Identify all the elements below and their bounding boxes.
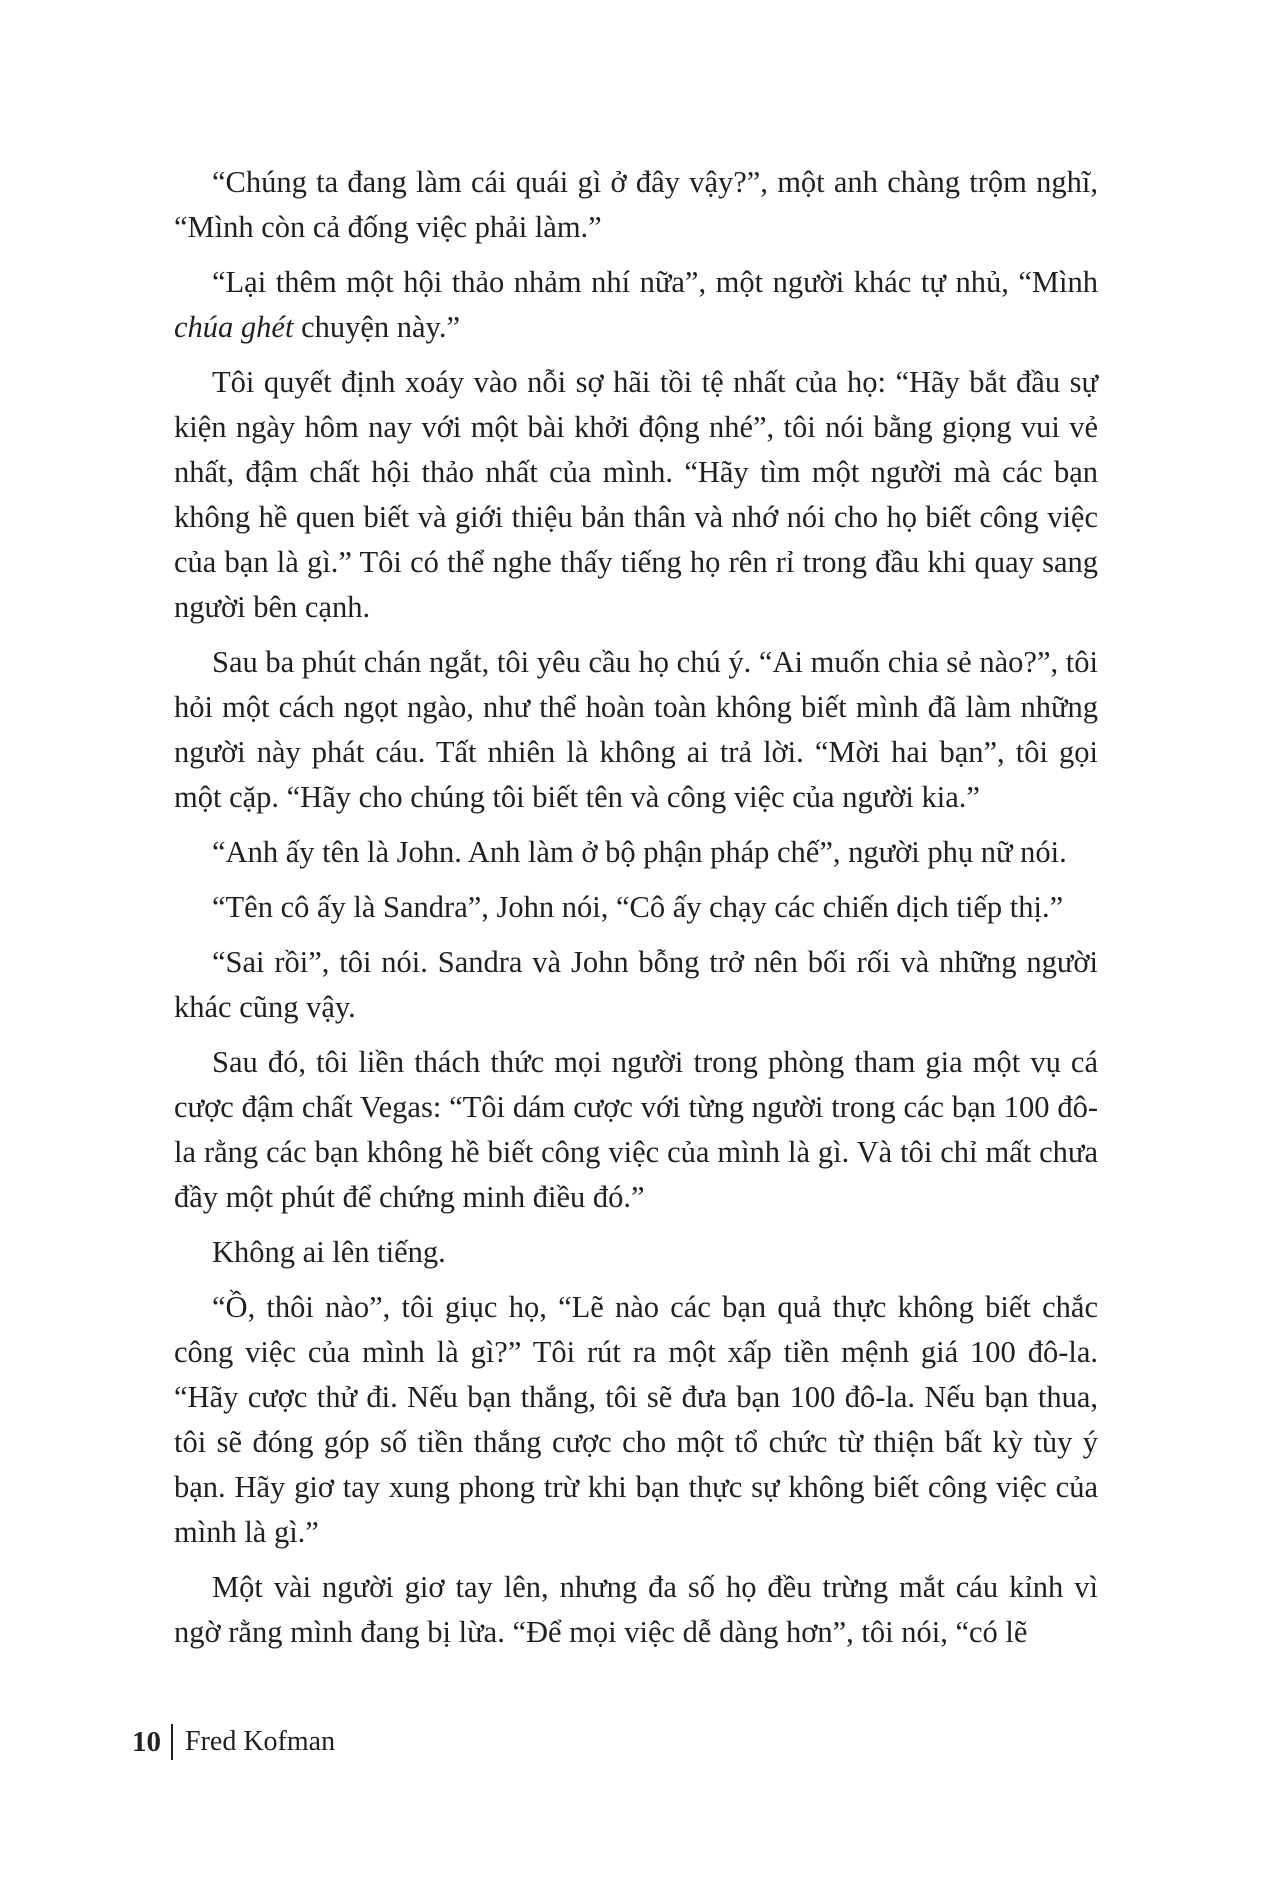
- paragraph: “Ồ, thôi nào”, tôi giục họ, “Lẽ nào các bạn quả thực không biết chắc công việc của mình là gì?” Tôi rút ra một xấp tiền mệnh giá 100 đô-la. “Hãy cược thử đi. Nếu bạn thắng, tôi sẽ đưa bạn 100 đô-la. Nếu bạn thua, tôi sẽ đóng góp số tiền thắng cược cho một tổ chức từ thiện bất kỳ tùy ý bạn. Hãy giơ tay xung phong trừ khi bạn thực sự không biết công việc của mình là gì.”: [174, 1290, 1098, 1549]
- paragraph: “Chúng ta đang làm cái quái gì ở đây vậy?”, một anh chàng trộm nghĩ, “Mình còn cả đống việc phải làm.”: [174, 165, 1098, 244]
- paragraph: Tôi quyết định xoáy vào nỗi sợ hãi tồi tệ nhất của họ: “Hãy bắt đầu sự kiện ngày hôm nay với một bài khởi động nhé”, tôi nói bằng giọng vui vẻ nhất, đậm chất hội thảo nhất của mình. “Hãy tìm một người mà các bạn không hề quen biết và giới thiệu bản thân và nhớ nói cho họ biết công việc của bạn là gì.” Tôi có thể nghe thấy tiếng họ rên rỉ trong đầu khi quay sang người bên cạnh.: [174, 365, 1098, 624]
- paragraph: “Sai rồi”, tôi nói. Sandra và John bỗng trở nên bối rối và những người khác cũng vậy.: [174, 945, 1098, 1024]
- page-footer: [132, 1720, 335, 1764]
- paragraph: Sau đó, tôi liền thách thức mọi người trong phòng tham gia một vụ cá cược đậm chất Vegas: “Tôi dám cược với từng người trong các bạn 100 đô-la rằng các bạn không hề biết công việc của mình là gì. Và tôi chỉ mất chưa đầy một phút để chứng minh điều đó.”: [174, 1045, 1098, 1214]
- paragraph: “Anh ấy tên là John. Anh làm ở bộ phận pháp chế”, người phụ nữ nói.: [212, 835, 1067, 869]
- body-text: [174, 160, 1098, 1665]
- italic-phrase: chúa ghét: [174, 310, 294, 344]
- paragraph: Một vài người giơ tay lên, nhưng đa số họ đều trừng mắt cáu kỉnh vì ngờ rằng mình đang bị lừa. “Để mọi việc dễ dàng hơn”, tôi nói, “có lẽ: [174, 1570, 1098, 1649]
- paragraph-text: chuyện này.”: [293, 310, 460, 344]
- paragraph: [174, 260, 1098, 350]
- paragraph: Sau ba phút chán ngắt, tôi yêu cầu họ chú ý. “Ai muốn chia sẻ nào?”, tôi hỏi một cách ngọt ngào, như thể hoàn toàn không biết mình đã làm những người này phát cáu. Tất nhiên là không ai trả lời. “Mời hai bạn”, tôi gọi một cặp. “Hãy cho chúng tôi biết tên và công việc của người kia.”: [174, 645, 1098, 814]
- footer-divider: [171, 1724, 173, 1760]
- paragraph: “Tên cô ấy là Sandra”, John nói, “Cô ấy chạy các chiến dịch tiếp thị.”: [212, 890, 1064, 924]
- page-number: 10: [132, 1725, 161, 1758]
- author-name: Fred Kofman: [185, 1726, 336, 1757]
- paragraph-text: “Lại thêm một hội thảo nhảm nhí nữa”, một người khác tự nhủ, “Mình: [212, 265, 1098, 299]
- paragraph: Không ai lên tiếng.: [212, 1235, 446, 1269]
